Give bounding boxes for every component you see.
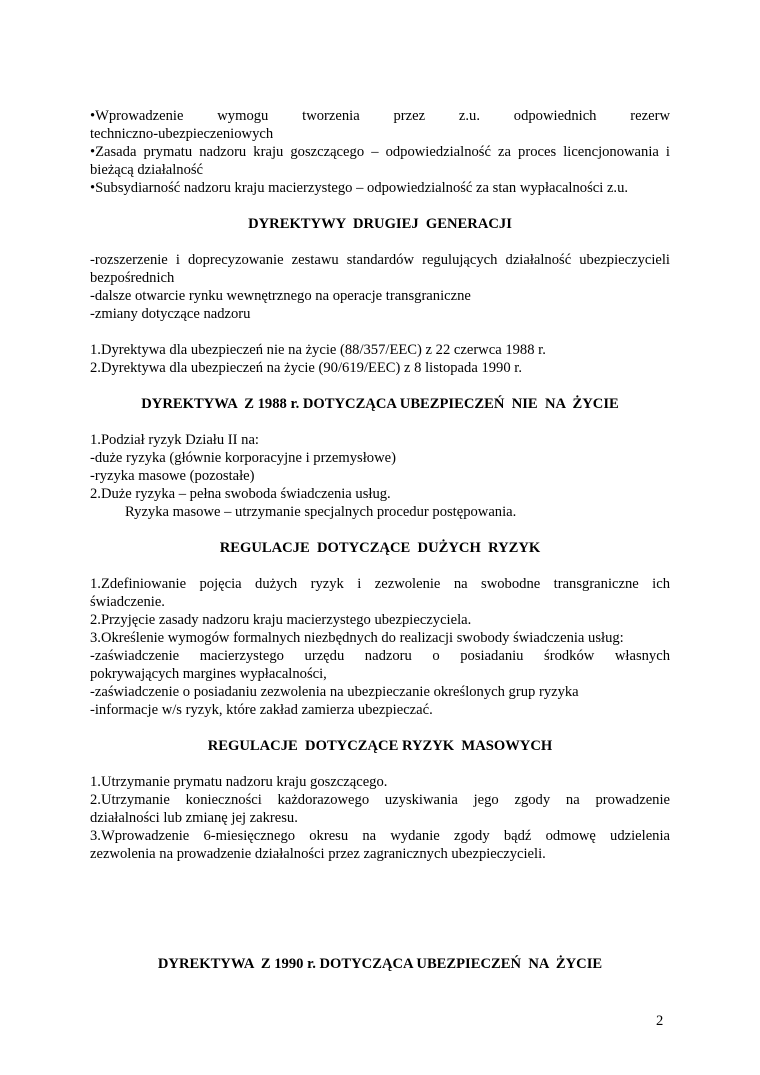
list-item: -zaświadczenie macierzystego urzędu nadzoru o posiadaniu środków własnych [90,648,670,664]
directive-1990: 2.Dyrektywa dla ubezpieczeń na życie (90/619/EEC) z 8 listopada 1990 r. [90,360,522,376]
mass-risks-list [90,773,670,863]
large-risks-list [90,575,670,719]
list-item: pokrywających margines wypłacalności, [90,666,327,682]
list-item: 2.Utrzymanie konieczności każdorazowego uzyskiwania jego zgody na prowadzenie [90,792,670,808]
section-heading-large-risks: REGULACJE DOTYCZĄCE DUŻYCH RYZYK [219,540,541,556]
list-item: -informacje w/s ryzyk, które zakład zamierza ubezpieczać. [90,702,433,718]
list-item: -duże ryzyka (głównie korporacyjne i przemysłowe) [90,450,396,466]
list-item: 3.Wprowadzenie 6-miesięcznego okresu na wydanie zgody bądź odmowę udzielenia [90,828,670,844]
list-item: działalności lub zmianę jej zakresu. [90,810,298,826]
list-item: -zmiany dotyczące nadzoru [90,306,251,322]
intro-bullet-1-line-1: •Wprowadzenie wymogu tworzenia przez z.u. odpowiednich rezerw [90,108,670,124]
directive-1988: 1.Dyrektywa dla ubezpieczeń nie na życie (88/357/EEC) z 22 czerwca 1988 r. [90,342,546,358]
directives-list [90,341,670,377]
second-generation-list [90,251,670,323]
list-item: 3.Określenie wymogów formalnych niezbędnych do realizacji swobody świadczenia usług: [90,630,624,646]
list-item: 2.Przyjęcie zasady nadzoru kraju macierzystego ubezpieczyciela. [90,612,472,628]
list-item: -zaświadczenie o posiadaniu zezwolenia na ubezpieczanie określonych grup ryzyka [90,684,579,700]
intro-bullet-2-line-2: bieżącą działalność [90,162,204,178]
intro-bullet-list [90,107,670,197]
list-item: -ryzyka masowe (pozostałe) [90,468,255,484]
list-item: 1.Podział ryzyk Działu II na: [90,432,259,448]
section-heading-1990-directive: DYREKTYWA Z 1990 r. DOTYCZĄCA UBEZPIECZEŃ NA ŻYCIE [157,956,603,972]
bottom-heading-container [90,955,670,973]
intro-bullet-1-line-2: techniczno-ubezpieczeniowych [90,126,274,142]
list-item: zezwolenia na prowadzenie działalności przez zagranicznych ubezpieczycieli. [90,846,546,862]
list-item: 1.Zdefiniowanie pojęcia dużych ryzyk i zezwolenie na swobodne transgraniczne ich [90,576,670,592]
section-heading-1988-directive: DYREKTYWA Z 1988 r. DOTYCZĄCA UBEZPIECZEŃ NIE NA ŻYCIE [141,396,619,412]
list-item: bezpośrednich [90,270,175,286]
list-item: -dalsze otwarcie rynku wewnętrznego na operacje transgraniczne [90,288,471,304]
page-number: 2 [656,1013,664,1029]
list-item: świadczenie. [90,594,165,610]
risk-division-list [90,431,670,521]
list-item: 2.Duże ryzyka – pełna swoboda świadczenia usług. [90,486,391,502]
section-heading-second-generation: DYREKTYWY DRUGIEJ GENERACJI [248,216,512,232]
intro-bullet-3: •Subsydiarność nadzoru kraju macierzystego – odpowiedzialność za stan wypłacalności z.u. [90,180,629,196]
page-content [90,107,670,863]
list-item: 1.Utrzymanie prymatu nadzoru kraju goszczącego. [90,774,388,790]
list-item-indented: Ryzyka masowe – utrzymanie specjalnych procedur postępowania. [125,504,517,520]
section-heading-mass-risks: REGULACJE DOTYCZĄCE RYZYK MASOWYCH [207,738,553,754]
intro-bullet-2-line-1: •Zasada prymatu nadzoru kraju goszczącego – odpowiedzialność za proces licencjonowania i [90,144,670,160]
list-item: -rozszerzenie i doprecyzowanie zestawu standardów regulujących działalność ubezpieczycieli [90,252,670,268]
